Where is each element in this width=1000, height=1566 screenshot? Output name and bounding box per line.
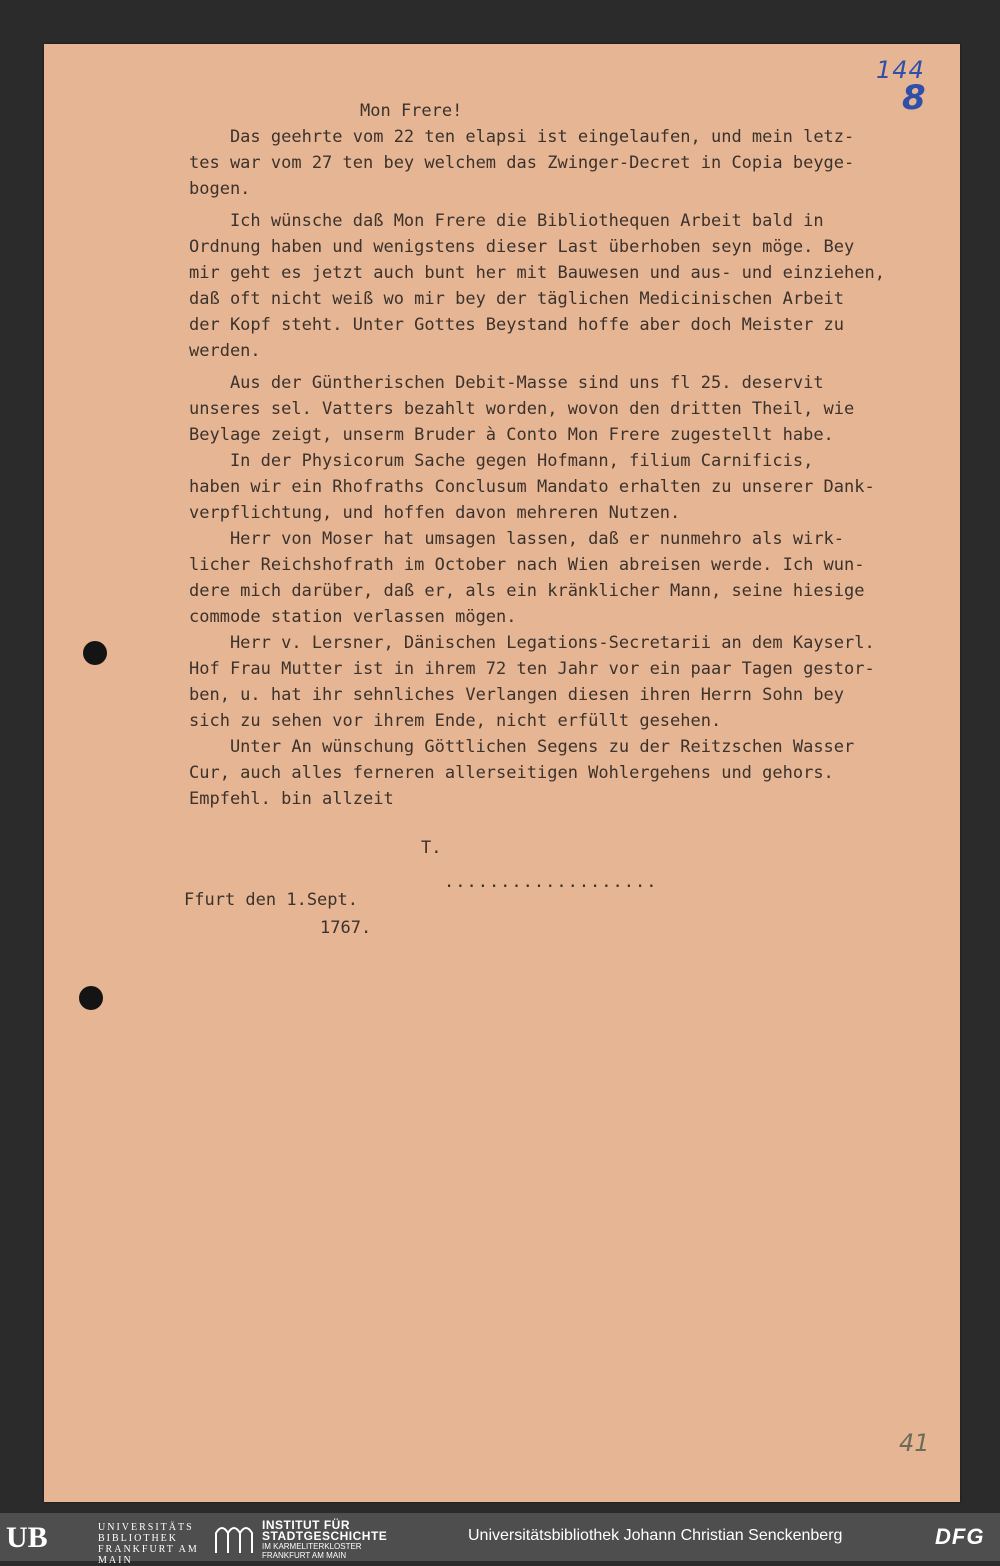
footer-bar bbox=[0, 1513, 1000, 1566]
punch-hole bbox=[83, 641, 107, 665]
letter-line: verpflichtung, und hoffen davon mehreren Nutzen. bbox=[189, 503, 681, 523]
isg-line-4: FRANKFURT AM MAIN bbox=[262, 1551, 347, 1560]
letter-line: Herr v. Lersner, Dänischen Legations-Secretarii an dem Kayserl. bbox=[189, 633, 875, 653]
isg-wordmark bbox=[262, 1520, 387, 1560]
isg-logo[interactable] bbox=[214, 1518, 434, 1560]
isg-line-3: IM KARMELITERKLOSTER bbox=[262, 1542, 362, 1551]
letter-line: der Kopf steht. Unter Gottes Beystand hoffe aber doch Meister zu bbox=[189, 315, 845, 335]
folio-number-corrected: 8 bbox=[902, 78, 926, 118]
letter-line: Aus der Güntherischen Debit-Masse sind uns fl 25. deservit bbox=[189, 373, 824, 393]
place-date: Ffurt den 1.Sept. bbox=[184, 890, 358, 910]
isg-line-2: STADTGESCHICHTE bbox=[262, 1529, 388, 1543]
ub-line-2: BIBLIOTHEK bbox=[98, 1533, 178, 1544]
cloister-arches-icon bbox=[214, 1521, 254, 1553]
letter-line: Empfehl. bin allzeit bbox=[189, 789, 394, 809]
letter-line: werden. bbox=[189, 341, 261, 361]
letter-line: Unter An wünschung Göttlichen Segens zu der Reitzschen Wasser bbox=[189, 737, 855, 757]
letter-line: In der Physicorum Sache gegen Hofmann, filium Carnificis, bbox=[189, 451, 814, 471]
letter-line: Cur, auch alles ferneren allerseitigen Wohlergehens und gehors. bbox=[189, 763, 834, 783]
letter-line: tes war vom 27 ten bey welchem das Zwinger-Decret in Copia beyge- bbox=[189, 153, 855, 173]
letter-line: Herr von Moser hat umsagen lassen, daß er nunmehro als wirk- bbox=[189, 529, 845, 549]
letter-line: haben wir ein Rhofraths Conclusum Mandato erhalten zu unserer Dank- bbox=[189, 477, 875, 497]
ub-line-3: FRANKFURT AM MAIN bbox=[98, 1544, 199, 1566]
letter-line: daß oft nicht weiß wo mir bey der täglichen Medicinischen Arbeit bbox=[189, 289, 845, 309]
letter-line: unseres sel. Vatters bezahlt worden, wovon den dritten Theil, wie bbox=[189, 399, 855, 419]
letter-line: Ordnung haben und wenigstens dieser Last überhoben seyn möge. Bey bbox=[189, 237, 855, 257]
isg-line-1: INSTITUT FÜR bbox=[262, 1518, 350, 1532]
ub-line-1: UNIVERSITÄTS bbox=[98, 1522, 194, 1533]
letter-line: Das geehrte vom 22 ten elapsi ist eingelaufen, und mein letz- bbox=[189, 127, 855, 147]
signature-initial: T. bbox=[421, 838, 442, 858]
ub-wordmark bbox=[98, 1522, 206, 1566]
ub-mark: UB bbox=[6, 1521, 48, 1554]
letter-body bbox=[189, 124, 885, 812]
letter-line: ben, u. hat ihr sehnliches Verlangen diesen ihren Herrn Sohn bey bbox=[189, 685, 845, 705]
letter-line: Ich wünsche daß Mon Frere die Bibliothequen Arbeit bald in bbox=[189, 211, 824, 231]
ub-logo[interactable] bbox=[6, 1519, 206, 1566]
punch-hole bbox=[79, 986, 103, 1010]
letter-line: mir geht es jetzt auch bunt her mit Bauwesen und aus- und einziehen, bbox=[189, 263, 885, 283]
letter-line: Hof Frau Mutter ist in ihrem 72 ten Jahr vor ein paar Tagen gestor- bbox=[189, 659, 875, 679]
document-page bbox=[44, 44, 960, 1502]
folio-number-top: 144 bbox=[876, 56, 925, 84]
letter-line: sich zu sehen vor ihrem Ende, nicht erfüllt gesehen. bbox=[189, 711, 722, 731]
folio-number-bottom: 41 bbox=[899, 1429, 930, 1457]
letter-line: dere mich darüber, daß er, als ein kränklicher Mann, seine hiesige bbox=[189, 581, 865, 601]
letter-line: bogen. bbox=[189, 179, 251, 199]
year: 1767. bbox=[320, 918, 372, 938]
letter-line: licher Reichshofrath im October nach Wien abreisen werde. Ich wun- bbox=[189, 555, 865, 575]
library-name[interactable]: Universitätsbibliothek Johann Christian Senckenberg bbox=[468, 1527, 843, 1544]
letter-line: Beylage zeigt, unserm Bruder à Conto Mon Frere zugestellt habe. bbox=[189, 425, 834, 445]
dfg-logo[interactable]: DFG bbox=[935, 1524, 985, 1549]
signature-dots: ................... bbox=[444, 872, 658, 892]
letter-line: commode station verlassen mögen. bbox=[189, 607, 517, 627]
salutation: Mon Frere! bbox=[360, 101, 463, 121]
